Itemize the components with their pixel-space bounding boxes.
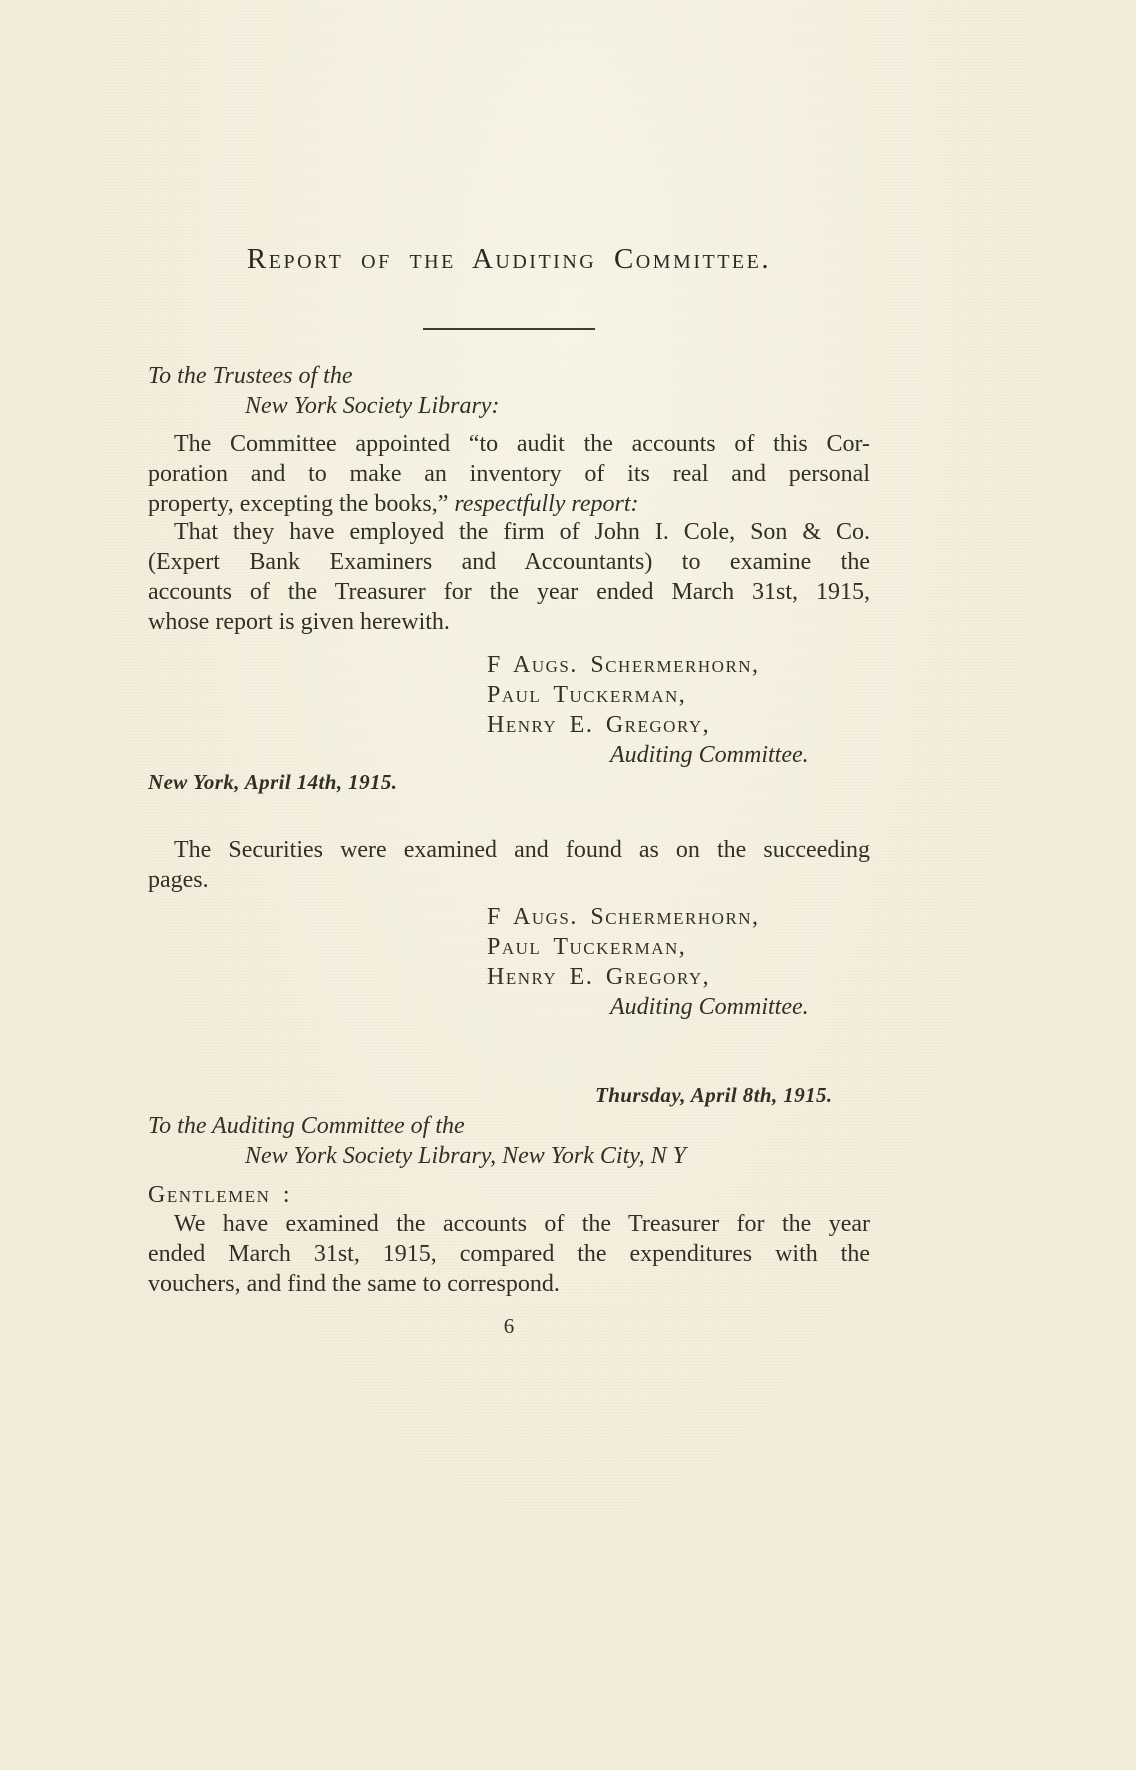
text-segment: respectfully report: bbox=[454, 491, 639, 517]
text-segment: Auditing Committee. bbox=[610, 742, 809, 768]
text-segment: To the Trustees of the bbox=[148, 363, 353, 389]
inside-address-trustees bbox=[148, 361, 870, 421]
paragraph-line bbox=[148, 1209, 870, 1239]
text-segment: Thursday, April 8th, 1915. bbox=[595, 1083, 833, 1107]
paragraph-committee-appointed bbox=[148, 429, 870, 519]
salutation-gentlemen bbox=[148, 1180, 870, 1210]
page-number: 6 bbox=[503, 1314, 515, 1338]
text-segment: Paul Tuckerman, bbox=[487, 934, 687, 960]
text-segment: The Securities were examined and found as on the succeeding bbox=[174, 837, 870, 863]
text-segment: vouchers, and find the same to correspond. bbox=[148, 1271, 560, 1297]
salutation-text bbox=[148, 1180, 870, 1210]
paragraph-line bbox=[148, 547, 870, 577]
document-title: Report of the Auditing Committee. bbox=[246, 243, 772, 275]
paragraph-line bbox=[148, 835, 870, 865]
paragraph-line bbox=[148, 489, 870, 519]
paragraph-line bbox=[148, 607, 870, 637]
title-divider-rule bbox=[423, 328, 595, 330]
signature-name bbox=[148, 902, 870, 932]
text-segment: property, excepting the books,” bbox=[148, 491, 455, 517]
paragraph-securities bbox=[148, 835, 870, 895]
paragraph-line bbox=[148, 429, 870, 459]
inside-address-auditing-committee bbox=[148, 1111, 870, 1171]
paragraph-employed-firm bbox=[148, 517, 870, 637]
text-segment: Henry E. Gregory, bbox=[487, 712, 711, 738]
text-segment: F Augs. Schermerhorn, bbox=[487, 652, 760, 678]
text-segment: F Augs. Schermerhorn, bbox=[487, 904, 760, 930]
signature-name bbox=[148, 650, 870, 680]
text-segment: New York, April 14th, 1915. bbox=[148, 770, 398, 794]
text-segment: accounts of the Treasurer for the year ended March 31st, 1915, bbox=[148, 579, 870, 605]
signature-role bbox=[148, 740, 870, 770]
text-segment: New York Society Library, New York City, N Y bbox=[245, 1143, 686, 1169]
paragraph-line bbox=[148, 1269, 870, 1299]
text-segment: Gentlemen : bbox=[148, 1182, 292, 1208]
signature-name bbox=[148, 932, 870, 962]
dateline-new-york bbox=[148, 769, 870, 795]
text-segment: ended March 31st, 1915, compared the expenditures with the bbox=[148, 1241, 870, 1267]
text-segment: To the Auditing Committee of the bbox=[148, 1113, 465, 1139]
signature-name bbox=[148, 962, 870, 992]
address-line bbox=[148, 1141, 870, 1171]
paragraph-line bbox=[148, 865, 870, 895]
text-segment: poration and to make an inventory of its real and personal bbox=[148, 461, 870, 487]
text-segment: Henry E. Gregory, bbox=[487, 964, 711, 990]
signature-name bbox=[148, 680, 870, 710]
text-segment: pages. bbox=[148, 867, 209, 893]
text-segment: whose report is given herewith. bbox=[148, 609, 450, 635]
text-segment: Paul Tuckerman, bbox=[487, 682, 687, 708]
text-segment: That they have employed the firm of John I. Cole, Son & Co. bbox=[174, 519, 870, 545]
paragraph-line bbox=[148, 577, 870, 607]
dateline-text bbox=[148, 769, 870, 795]
page-content bbox=[148, 0, 870, 1770]
paragraph-line bbox=[148, 459, 870, 489]
signature-block-1 bbox=[148, 650, 870, 770]
signature-name bbox=[148, 710, 870, 740]
text-segment: We have examined the accounts of the Treasurer for the year bbox=[174, 1211, 870, 1237]
address-line bbox=[148, 1111, 870, 1141]
address-line bbox=[148, 361, 870, 391]
paragraph-line bbox=[148, 1239, 870, 1269]
paragraph-examined-accounts bbox=[148, 1209, 870, 1299]
paragraph-line bbox=[148, 517, 870, 547]
signature-role bbox=[148, 992, 870, 1022]
signature-block-2 bbox=[148, 902, 870, 1022]
text-segment: New York Society Library: bbox=[245, 393, 500, 419]
address-line bbox=[148, 391, 870, 421]
dateline-text bbox=[148, 1082, 870, 1108]
text-segment: (Expert Bank Examiners and Accountants) to examine the bbox=[148, 549, 870, 575]
text-segment: The Committee appointed “to audit the accounts of this Cor- bbox=[174, 431, 870, 457]
dateline-thursday bbox=[148, 1082, 870, 1108]
text-segment: Auditing Committee. bbox=[610, 994, 809, 1020]
